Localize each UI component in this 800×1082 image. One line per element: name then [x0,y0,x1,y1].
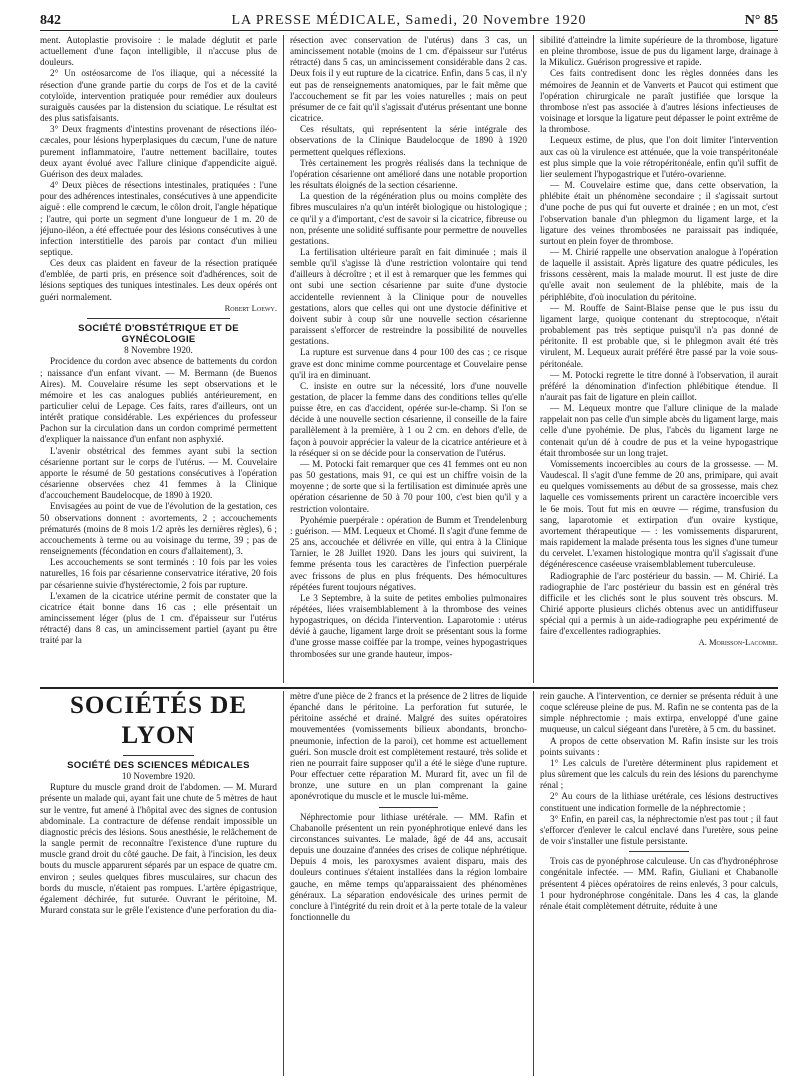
paragraph: La question de la régénération plus ou moins complète des fibres musculaires n'a qu'un intérêt biologique ou histologique ; ce qu'il y a d'important, c'est de savoir si la cicatrice, fibreuse ou non, présente une solidité suffisante pour permettre de nouvelles gestations. [290,191,527,246]
paragraph: mètre d'une pièce de 2 francs et la présence de 2 litres de liquide épanché dans le péritoine. La perforation fut suturée, le péritoine asséché et drainé. Malgré des suites opératoires mouvementées (vomissements bilieux abondants, broncho-pneumonie, infection de la paroi), cet homme est actuellement guéri. Son muscle droit est complètement restauré, très solide et rien ne pourrait faire supposer qu'il a été le siège d'une rupture. Pour effectuer cette réparation M. Murard fit, avec un fil de bronze, une suture en un plan comprenant la gaine aponévrotique du muscle et le muscle lui-même. [290,691,527,802]
paragraph: Vomissements incoercibles au cours de la grossesse. — M. Vaudescal. Il s'agit d'une femme de 20 ans, primipare, qui avait eu quelques vomissements au début de sa grossesse, mais chez laquelle ces vomissements prirent un caractère incoercible vers le 6e mois. Tout fut mis en œuvre — régime, transfusion du sang, laparotomie et extirpation d'un ovaire kystique, avortement thérapeutique — : les vomissements disparurent, mais rapidement la malade présenta tous les signes d'une tumeur du cervelet. L'examen histologique montra qu'il s'agissait d'une dégénérescence caséeuse vraisemblablement tuberculeuse. [540,458,778,570]
paragraph: résection avec conservation de l'utérus) dans 3 cas, un amincissement notable (moins de 1 cm. d'épaisseur sur l'utérus rétracté) dans 5 cas, un amincissement considérable dans 2 cas. Deux fois il y eut rupture de la cicatrice. Enfin, dans 5 cas, il n'y eut pas de renseignements anatomiques, par le fait même que l'accouchement se fit par les voies naturelles ; mais on peut présumer de ce fait qu'il s'agissait d'utérus présentant une bonne cicatrice. [290,35,527,124]
paragraph: — M. Potocki fait remarquer que ces 41 femmes ont eu non pas 50 gestations, mais 91, ce qui est un chiffre voisin de la moyenne ; de sorte que si la fertilisation est diminuée après une opération césarienne de 50 à 70 pour 100, c'est bien qu'il y a restriction volontaire. [290,458,527,514]
column-rule [533,691,534,1076]
paragraph: L'avenir obstétrical des femmes ayant subi la section césarienne portant sur le corps de l'utérus. — M. Couvelaire apporte le résumé de 50 gestations consécutives à l'opération césarienne observées chez 41 femmes à la Clinique d'accouchement Baudelocque, de 1890 à 1920. [40,445,277,501]
top-column-1 [40,35,277,683]
bottom-column-3 [540,691,778,1076]
paragraph: Le 3 Septembre, à la suite de petites embolies pulmonaires répétées, liées vraisemblablement à la thrombose des veines hypogastriques, on décida l'intervention. Laparotomie : utérus dévié à gauche, ligament large droit se présentant sous la forme d'une grosse masse coiffée par la trompe, veines hypogastriques thrombosées sur une grande hauteur, impos- [290,592,527,659]
paragraph: 4° Deux pièces de résections intestinales, pratiquées : l'une pour des adhérences intestinales, consécutives à une appendicite aiguë : elle comprend le cæcum, le côlon droit, l'angle hépatique ; l'autre, qui porte un segment d'une longueur de 1 m. 20 de jéjuno-iléon, a été effectuée pour des lésions consécutives à une infection interstitielle des parois par contact d'un milieu septique. [40,180,277,257]
divider [123,755,194,756]
paragraph: — M. Couvelaire estime que, dans cette observation, la phlébite était un phénomène secondaire ; il s'agissait surtout d'une poche de pus qui fut ouverte et drainée ; en un mot, c'est l'observation banale d'un phlegmon du ligament large, et la ligature des veines thrombosées ne paraissait pas indiquée, surtout en plein foyer de thrombose. [540,180,778,246]
paragraph: Pyohémie puerpérale : opération de Bumm et Trendelenburg : guérison. — MM. Lequeux et Chomé. Il s'agit d'une femme de 25 ans, accouchée et délivrée en ville, qui entra à la Clinique Tarnier, le 28 Juillet 1920. Dans les jours qui suivirent, la femme présenta tous les caractères de l'infection puerpérale avec frissons de plus en plus fréquents. Des hémocultures répétées furent toujours négatives. [290,514,527,592]
divider [87,318,229,319]
paragraph: rein gauche. A l'intervention, ce dernier se présenta réduit à une coque scléreuse pleine de pus. M. Rafin ne se contenta pas de la simple néphrectomie ; mais extirpa, enveloppé d'une gaine muqueuse, un calcul siégeant dans l'uretère, à 5 cm. du bassinet. [540,691,778,735]
column-rule [283,691,284,1076]
column-rule [283,35,284,683]
paragraph: Envisagées au point de vue de l'évolution de la gestation, ces 50 observations donnent : avortements, 2 ; accouchements prématurés (moins de 8 mois 1/2 après les dernières règles), 6 ; accouchements à terme ou au voisinage du terme, 39 ; pas de renseignements (fécondation en cours d'allaitement), 3. [40,501,277,557]
bottom-column-2 [290,691,527,1076]
column-rule [533,35,534,683]
paragraph: C. insiste en outre sur la nécessité, lors d'une nouvelle gestation, de placer la femme dans des conditions telles qu'elle puisse être, en cas d'accident, opérée sur-le-champ. Si l'on se décide à une nouvelle section césarienne, il conseille de la faire parallèlement à la première, à 1 ou 2 cm. en dehors d'elle, de façon à pouvoir apprécier la valeur de la cicatrice antérieure et à la réséquer si on se décide pour la conservation de l'utérus. [290,380,527,458]
paragraph: — M. Rouffe de Saint-Blaise pense que le pus issu du ligament large, quoique contenant du streptocoque, n'était probablement pas très septique puisqu'il n'a pas donné de péritonite. Il est probable que, si le phlegmon avait été très virulent, M. Lequeux aurait préféré être passé par la voie sous-péritonéale. [540,302,778,369]
section-title: SOCIÉTÉ D'OBSTÉTRIQUE ET DE GYNÉCOLOGIE [78,322,239,346]
paragraph: — M. Chirié rappelle une observation analogue à l'opération de laquelle il assistait. Après ligature des quatre pédicules, les frissons cessèrent, mais la malade mourut. Il est juste de dire qu'elle avait non seulement de la phlébite, mais de la périphlébite, d'où inoculation du péritoine. [540,246,778,302]
bottom-column-1 [40,691,277,1076]
paragraph: Trois cas de pyonéphrose calculeuse. Un cas d'hydronéphrose congénitale infectée. — MM. Rafin, Giuliani et Chabanolle présentent 4 pièces opératoires de reins enlevés, 3 pour calculs, 1 pour hydronéphrose congénitale. Dans les 4 cas, la glande rénale était complètement détruite, réduite à une [540,856,778,911]
divider [379,807,438,808]
top-column-3 [540,35,778,683]
paragraph: La rupture est survenue dans 4 pour 100 des cas ; ce risque grave est donc minime comme pourcentage et Couvelaire pense qu'il ira en diminuant. [290,347,527,380]
paragraph: Procidence du cordon avec absence de battements du cordon ; naissance d'un enfant vivant. — M. Bermann (de Buenos Aires). M. Couvelaire résume les sept observations et le mémoire et les cas analogues publiés antérieurement, en particulier celui de Lepage. Ces faits, rares d'ailleurs, ont un intérêt pratique considérable. Les expériences du professeur Pachon sur la circulation dans un cordon comprimé permettent d'expliquer la naissance d'un enfant non asphyxié. [40,356,277,445]
paragraph: Radiographie de l'arc postérieur du bassin. — M. Chirié. La radiographie de l'arc postérieur du bassin est en général très difficile et les clichés sont le plus souvent très obscurs. M. Chirié apporte plusieurs clichés obtenus avec un antidiffuseur spécial qui a permis à un aide-radiographe peu expérimenté de faire d'excellentes radiographies. [540,570,778,637]
page-number: 842 [40,13,61,28]
paragraph: — M. Lequeux montre que l'allure clinique de la malade rappelait non pas celle d'un simple abcès du ligament large, mais celle d'une pyohémie. De plus, l'abcès du ligament large ne contenait qu'un dé à coudre de pus et la veine hypogastrique était thrombosée sur un long trajet. [540,403,778,458]
top-column-2 [290,35,527,683]
paragraph: La fertilisation ultérieure paraît en fait diminuée ; mais il semble qu'il s'agisse là d'une restriction volontaire qui tend d'ailleurs à décroître ; et il est à remarquer que les femmes qui ont subi une section césarienne par suite d'une dystocie accidentelle reviennent à la Clinique pour de nouvelles gestations, alors que celles qui ont une dystocie définitive et doivent subir à coup sûr une nouvelle section césarienne paraissent s'efforcer de restreindre la possibilité de nouvelles gestations. [290,246,527,347]
divider [629,851,689,852]
paragraph: Ces deux cas plaident en faveur de la résection pratiquée d'emblée, de parti pris, en présence soit d'adhérences, soit de lésions septiques des tuniques intestinales. Les deux opérés ont guéri normalement. [40,258,277,302]
page-header [40,10,778,28]
paragraph: Lequeux estime, de plus, que l'on doit limiter l'intervention aux cas où la virulence est atténuée, que la voie transpéritonéale est plus simple que la voie rétropéritonéale, enfin qu'il suffit de lier seulement l'hypogastrique et l'utéro-ovarienne. [540,135,778,179]
issue-number: N° 85 [744,13,778,28]
section-date: 10 Novembre 1920. [121,771,196,782]
paragraph: sibilité d'atteindre la limite supérieure de la thrombose, ligature en pleine thrombose, issue de pus du ligament large, drainage à la Mikulicz. Guérison progressive et rapide. [540,35,778,68]
paragraph: Néphrectomie pour lithiase urétérale. — MM. Rafin et Chabanolle présentent un rein pyonéphrotique enlevé dans les circonstances suivantes. Le malade, âgé de 44 ans, accusait depuis une douzaine d'années des crises de colique néphrétique. Depuis 4 mois, les paroxysmes avaient disparu, mais des douleurs continues s'étaient installées dans la région lombaire gauche, en même temps qu'apparaissaient des phénomènes généraux. La séparation endovésicale des urines permit de conclure à l'intégrité du rein droit et à la perte totale de la valeur fonctionnelle du [290,811,527,922]
newspaper-page [40,10,778,1076]
paragraph: ment. Autoplastie provisoire : le malade déglutit et parle actuellement d'une façon intelligible, il n'accuse plus de douleurs. [40,35,277,68]
paragraph: Très certainement les progrès réalisés dans la technique de l'opération césarienne ont amélioré dans une notable proportion les résultats éloignés de la section césarienne. [290,157,527,191]
lyon-section-title: SOCIÉTÉS DE LYON [69,692,248,749]
section-rule [40,687,778,689]
section-date: 8 Novembre 1920. [124,345,193,356]
section-title: SOCIÉTÉ DES SCIENCES MÉDICALES [67,760,250,771]
paragraph: — M. Potocki regrette le titre donné à l'observation, il aurait préféré la dénomination d'infection phlébitique étendue. Il n'aurait pas fait de ligature en plein caillot. [540,369,778,402]
paragraph: Les accouchements se sont terminés : 10 fois par les voies naturelles, 16 fois par césarienne conservatrice itérative, 20 fois par césarienne suivie d'hystérectomie, 2 fois par rupture. [40,557,277,590]
paragraph: 2° Au cours de la lithiase urétérale, ces lésions destructives constituent une indication formelle de la néphrectomie ; [540,791,778,813]
paragraph: A propos de cette observation M. Rafin insiste sur les trois points suivants : [540,735,778,757]
paragraph: Ces résultats, qui représentent la série intégrale des observations de la Clinique Baudelocque de 1890 à 1920 permettent quelques réflexions. [290,124,527,157]
paragraph: Rupture du muscle grand droit de l'abdomen. — M. Murard présente un malade qui, ayant fait une chute de 5 mètres de haut sur le ventre, fut amené à l'hôpital avec des signes de contusion abdominale. La contracture de défense rendait impossible un diagnostic précis des lésions. Sous anesthésie, le relâchement de la sangle permit de reconnaître l'existence d'une rupture du muscle grand droit du côté gauche. De fait, à l'incision, les deux bouts du muscle apparurent séparés par un espace de quatre cm. environ ; seules quelques fibres musculaires, sur chacun des bords du muscle, n'étaient pas rompues. L'artère épigastrique, également déchirée, fut suturée. Ouvrant le péritoine, M. Murard constata sur le grêle l'existence d'une perforation du dia- [40,782,277,916]
journal-title: LA PRESSE MÉDICALE, Samedi, 20 Novembre 1920 [231,13,587,28]
paragraph: 3° Deux fragments d'intestins provenant de résections iléo-cæcales, pour lésions hyperplasiques du cæcum, l'une de nature purement inflammatoire, l'autre nettement bacillaire, toutes deux ayant évolué avec l'allure clinique d'appendicite aiguë. Guérison des deux malades. [40,124,277,179]
signature: A. Morisson-Lacombe. [698,637,778,648]
paragraph: 3° Enfin, en pareil cas, la néphrectomie n'est pas tout ; il faut s'efforcer d'enlever le calcul enclavé dans l'uretère, sous peine de voir s'installer une fistule persistante. [540,813,778,847]
paragraph: 1° Les calculs de l'uretère déterminent plus rapidement et plus sûrement que les calculs du rein des lésions du parenchyme rénal ; [540,757,778,791]
paragraph: Ces faits contredisent donc les règles données dans les mémoires de Jeannin et de Vanverts et Paucot qui estiment que l'opération chirurgicale ne paraît justifiée que lorsque la thrombose n'est pas associée à d'autres lésions infectieuses de voisinage et lorsque la ligature peut dépasser le point extrême de la thrombose. [540,68,778,135]
paragraph: L'examen de la cicatrice utérine permit de constater que la cicatrice était bonne dans 16 cas ; elle présentait un amincissement léger (plus de 1 cm. d'épaisseur sur l'utérus rétracté) dans 8 cas, un amincissement partiel (ayant pu être traité par la [40,590,277,646]
paragraph: 2° Un ostéosarcome de l'os iliaque, qui a nécessité la résection d'une grande partie du corps de l'os et de la cavité cotyloïde, intervention pratiquée pour remédier aux douleurs suraiguës causées par la distension du sciatique. Le résultat est des plus satisfaisants. [40,68,277,124]
header-rule [40,30,778,31]
signature: Robert Loewy. [224,302,277,313]
